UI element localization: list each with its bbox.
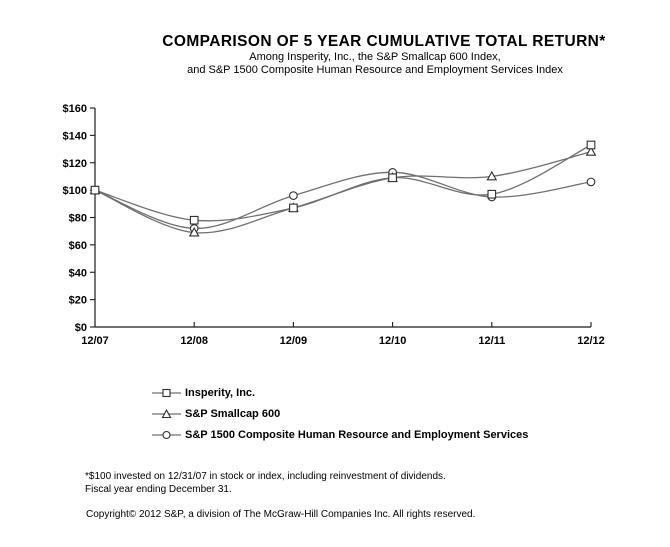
legend-label: Insperity, Inc. [185,387,256,399]
x-tick-label: 12/11 [478,335,506,347]
x-tick-label: 12/12 [577,335,605,347]
data-point-circle [290,192,298,200]
legend-triangle-marker-icon [152,408,181,420]
y-tick-label: $160 [62,103,87,115]
legend-circle-glyph [163,432,170,439]
series-line-s-p-1500-composite-human-resource-and-employment-services [95,172,591,228]
footnote-line2: Fiscal year ending December 31. [85,483,232,495]
data-point-square [389,174,397,182]
data-point-square [488,190,496,198]
chart-footnotes [85,471,446,496]
legend-square-marker-icon [152,387,181,399]
x-tick-label: 12/10 [378,335,407,347]
data-point-circle [587,178,595,186]
legend-item-s-p-1500-composite-human-resource-and-employment-services [152,429,528,441]
data-point-square [587,141,595,149]
legend-square-glyph [163,390,170,397]
y-tick-label: $100 [62,185,87,198]
y-tick-label: $0 [74,322,87,334]
y-tick-label: $60 [68,239,87,252]
y-tick-label: $40 [68,267,87,280]
legend-circle-marker-icon [152,429,181,441]
y-tick-label: $80 [68,212,87,225]
data-point-square [290,204,298,212]
y-tick-label: $20 [68,294,87,307]
x-tick-label: 12/09 [279,335,308,347]
chart-legend [152,387,528,450]
legend-item-insperity-inc [152,387,528,399]
chart-subtitle-line2: and S&P 1500 Composite Human Resource and Employment Services Index [187,64,563,76]
series-line-insperity-inc [95,145,591,221]
legend-label: S&P Smallcap 600 [185,408,281,420]
y-tick-label: $120 [62,157,87,170]
legend-item-s-p-smallcap-600 [152,408,528,420]
copyright-notice: Copyright© 2012 S&P, a division of The McGraw-Hill Companies Inc. All rights reserved. [86,509,476,520]
chart-subtitle-line1: Among Insperity, Inc., the S&P Smallcap 600 Index, [249,51,501,63]
footnote-line1: *$100 invested on 12/31/07 in stock or index, including reinvestment of dividends. [85,471,446,482]
legend-label: S&P 1500 Composite Human Resource and Employment Services [185,429,529,441]
x-tick-label: 12/07 [81,335,109,347]
y-tick-label: $140 [62,130,87,143]
chart-title: COMPARISON OF 5 YEAR CUMULATIVE TOTAL RETURN* [162,33,606,50]
data-point-square [190,216,198,224]
series-line-s-p-smallcap-600 [95,152,591,233]
x-tick-label: 12/08 [180,335,208,347]
data-point-square [91,186,99,194]
